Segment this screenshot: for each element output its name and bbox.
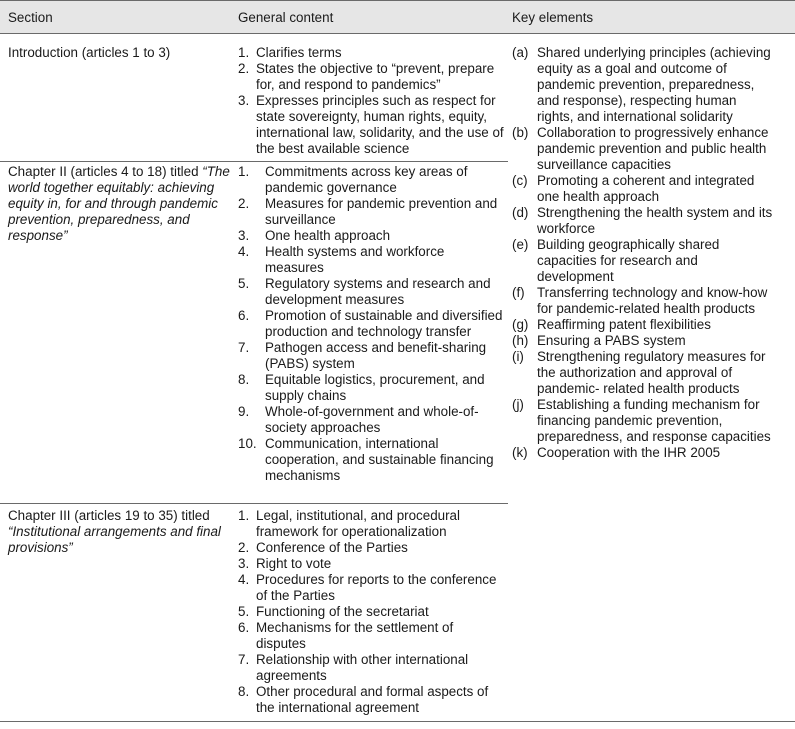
row-1-content-list: [238, 45, 506, 157]
item-number: 3.: [238, 556, 250, 571]
item-number: 2.: [238, 196, 250, 211]
key-element-label: (j): [512, 397, 524, 412]
item-number: 8.: [238, 684, 250, 699]
item-text: Regulatory systems and research and development measures: [265, 276, 491, 307]
item-number: 5.: [238, 276, 250, 291]
item-number: 3.: [238, 228, 250, 243]
row-3-section: [8, 508, 234, 556]
list-item: [238, 436, 506, 484]
list-item: [238, 308, 506, 340]
item-text: Clarifies terms: [256, 45, 342, 60]
key-element-item: [512, 349, 774, 397]
key-element-text: Cooperation with the IHR 2005: [537, 445, 721, 460]
item-text: Whole-of-government and whole-of-society approaches: [265, 404, 479, 435]
item-number: 2.: [238, 540, 250, 555]
key-element-text: Strengthening regulatory measures for the authorization and approval of pandemic- related health products: [537, 349, 766, 396]
list-item: [238, 61, 506, 93]
list-item: [238, 572, 506, 604]
list-item: [238, 652, 506, 684]
list-item: [238, 684, 506, 716]
key-element-label: (e): [512, 237, 529, 252]
item-text: One health approach: [265, 228, 391, 243]
row-2-section-text: Chapter II (articles 4 to 18) titled: [8, 164, 203, 179]
key-element-label: (c): [512, 173, 528, 188]
item-number: 10.: [238, 436, 257, 451]
key-element-text: Collaboration to progressively enhance pandemic prevention and public health surveillance capacities: [537, 125, 769, 172]
item-text: Functioning of the secretariat: [256, 604, 429, 619]
key-element-text: Building geographically shared capacities for research and development: [537, 237, 720, 284]
key-element-text: Reaffirming patent flexibilities: [537, 317, 711, 332]
item-text: Conference of the Parties: [256, 540, 408, 555]
item-number: 3.: [238, 93, 250, 108]
item-text: Pathogen access and benefit-sharing (PABS) system: [265, 340, 487, 371]
key-element-item: [512, 125, 774, 173]
list-item: [238, 620, 506, 652]
item-number: 1.: [238, 164, 250, 179]
row-divider: [0, 161, 508, 162]
key-elements-list: [512, 45, 774, 461]
row-divider: [0, 503, 508, 504]
item-text: Health systems and workforce measures: [265, 244, 445, 275]
key-element-text: Transferring technology and know-how for pandemic-related health products: [537, 285, 768, 316]
key-element-label: (a): [512, 45, 529, 60]
list-item: [238, 372, 506, 404]
key-element-text: Promoting a coherent and integrated one health approach: [537, 173, 755, 204]
item-number: 2.: [238, 61, 250, 76]
key-element-item: [512, 445, 774, 461]
item-text: Communication, international cooperation, and sustainable financing mechanisms: [265, 436, 494, 483]
header-general-content: General content: [238, 10, 334, 25]
list-item: [238, 604, 506, 620]
item-text: Expresses principles such as respect for state sovereignty, human rights, equity, international law, solidarity, and the use of the best available science: [256, 93, 504, 156]
item-text: Other procedural and formal aspects of the international agreement: [256, 684, 489, 715]
list-item: [238, 276, 506, 308]
item-number: 4.: [238, 244, 250, 259]
row-2-section-title: “The world together equitably: achieving equity in, for and through pandemic prevention, preparedness, and response”: [8, 164, 230, 243]
item-number: 1.: [238, 45, 250, 60]
key-element-text: Establishing a funding mechanism for financing pandemic prevention, preparedness, and response capacities: [537, 397, 771, 444]
key-element-label: (f): [512, 285, 525, 300]
key-element-label: (i): [512, 349, 524, 364]
key-element-text: Strengthening the health system and its workforce: [537, 205, 773, 236]
row-2-content-list: [238, 164, 506, 484]
item-number: 4.: [238, 572, 250, 587]
item-number: 9.: [238, 404, 250, 419]
item-text: Procedures for reports to the conference of the Parties: [256, 572, 497, 603]
list-item: [238, 164, 506, 196]
key-element-item: [512, 285, 774, 317]
item-number: 6.: [238, 308, 250, 323]
key-element-item: [512, 317, 774, 333]
row-1-section-text: Introduction (articles 1 to 3): [8, 45, 171, 60]
key-element-item: [512, 333, 774, 349]
item-text: States the objective to “prevent, prepare for, and respond to pandemics”: [256, 61, 495, 92]
item-text: Promotion of sustainable and diversified production and technology transfer: [265, 308, 503, 339]
row-3-section-text: Chapter III (articles 19 to 35) titled: [8, 508, 210, 523]
list-item: [238, 540, 506, 556]
item-text: Equitable logistics, procurement, and supply chains: [265, 372, 485, 403]
key-element-item: [512, 205, 774, 237]
list-item: [238, 93, 506, 157]
item-number: 7.: [238, 652, 250, 667]
item-text: Commitments across key areas of pandemic governance: [265, 164, 468, 195]
key-element-item: [512, 173, 774, 205]
list-item: [238, 45, 506, 61]
table-bottom-rule: [0, 721, 795, 722]
row-1-section: [8, 45, 234, 61]
key-element-label: (h): [512, 333, 529, 348]
list-item: [238, 508, 506, 540]
key-element-item: [512, 397, 774, 445]
item-text: Right to vote: [256, 556, 332, 571]
item-text: Measures for pandemic prevention and surveillance: [265, 196, 498, 227]
key-element-label: (g): [512, 317, 529, 332]
list-item: [238, 228, 506, 244]
key-element-label: (k): [512, 445, 528, 460]
item-text: Relationship with other international agreements: [256, 652, 469, 683]
key-element-item: [512, 237, 774, 285]
key-element-text: Shared underlying principles (achieving equity as a goal and outcome of pandemic prevention, preparedness, and response), respecting human rights, and international solidarity: [537, 45, 771, 124]
list-item: [238, 244, 506, 276]
item-number: 1.: [238, 508, 250, 523]
key-element-item: [512, 45, 774, 125]
key-element-label: (d): [512, 205, 529, 220]
row-2-section: [8, 164, 234, 244]
row-3-content-list: [238, 508, 506, 716]
table-header: [0, 0, 795, 34]
list-item: [238, 404, 506, 436]
list-item: [238, 196, 506, 228]
item-number: 8.: [238, 372, 250, 387]
list-item: [238, 556, 506, 572]
item-text: Legal, institutional, and procedural framework for operationalization: [256, 508, 460, 539]
item-number: 7.: [238, 340, 250, 355]
item-number: 5.: [238, 604, 250, 619]
row-3-section-title: “Institutional arrangements and final provisions”: [8, 524, 221, 555]
header-key-elements: Key elements: [512, 10, 594, 25]
item-text: Mechanisms for the settlement of disputes: [256, 620, 454, 651]
list-item: [238, 340, 506, 372]
header-section: Section: [8, 10, 53, 25]
key-element-label: (b): [512, 125, 529, 140]
key-element-text: Ensuring a PABS system: [537, 333, 686, 348]
item-number: 6.: [238, 620, 250, 635]
